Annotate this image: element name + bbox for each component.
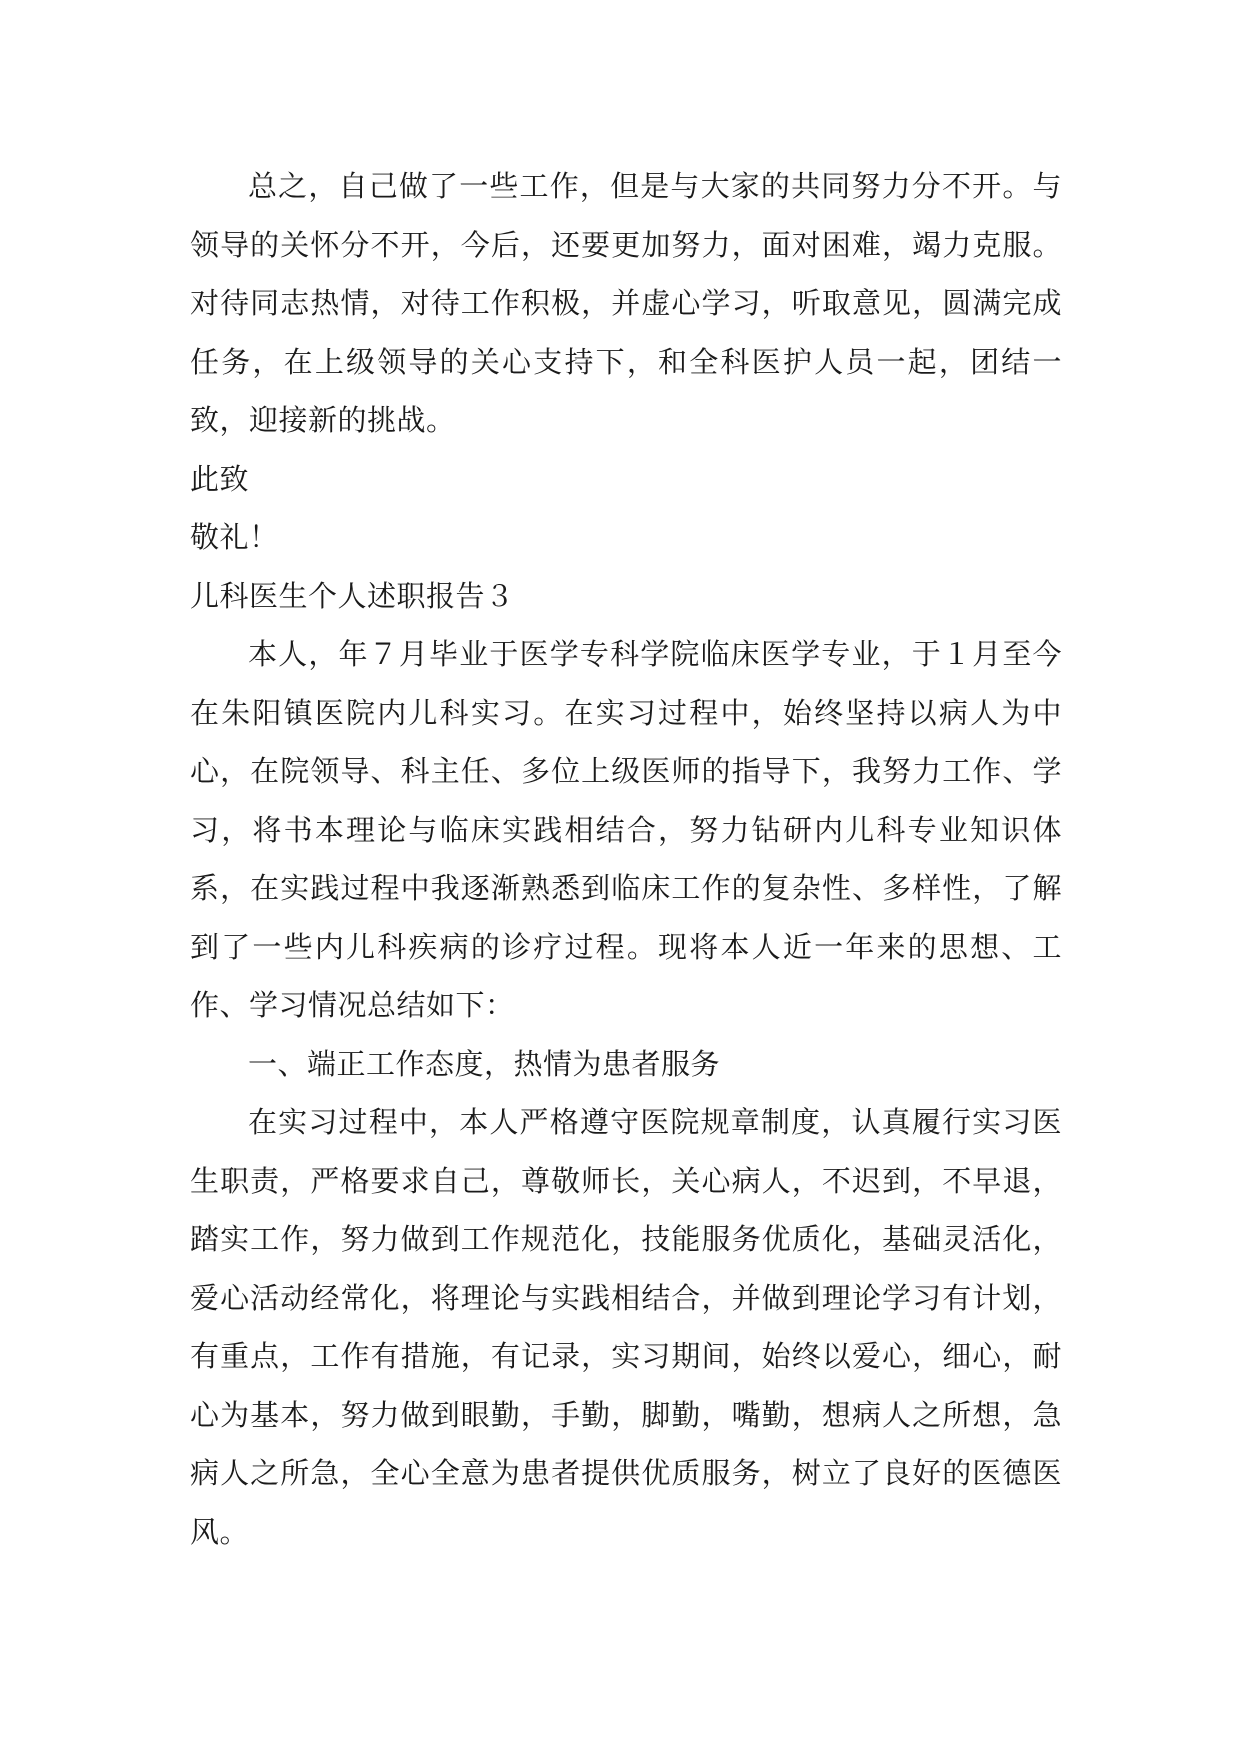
section-title: 儿科医生个人述职报告３ xyxy=(190,578,515,613)
paragraph-work-attitude: 在实习过程中，本人严格遵守医院规章制度，认真履行实习医生职责，严格要求自己，尊敬师长，关心病人，不迟到，不早退，踏实工作，努力做到工作规范化，技能服务优质化，基础灵活化，爱心活动经常化，将理论与实践相结合，并做到理论学习有计划，有重点，工作有措施，有记录，实习期间，始终以爱心，细心，耐心为基本，努力做到眼勤，手勤，脚勤，嘴勤，想病人之所想，急病人之所急，全心全意为患者提供优质服务，树立了良好的医德医风。 xyxy=(190,1105,1062,1549)
closing-salutation-line-2: 敬礼！ xyxy=(190,520,279,554)
subheading-work-attitude: 一、端正工作态度，热情为患者服务 xyxy=(248,1046,721,1081)
document-body xyxy=(190,157,1062,1561)
paragraph-introduction: 本人，年７月毕业于医学专科学院临床医学专业，于１月至今在朱阳镇医院内儿科实习。在实习过程中，始终坚持以病人为中心，在院领导、科主任、多位上级医师的指导下，我努力工作、学习，将书本理论与临床实践相结合，努力钻研内儿科专业知识体系，在实践过程中我逐渐熟悉到临床工作的复杂性、多样性，了解到了一些内儿科疾病的诊疗过程。现将本人近一年来的思想、工作、学习情况总结如下： xyxy=(190,637,1062,1022)
closing-salutation-line-1: 此致 xyxy=(190,461,250,496)
paragraph-summary: 总之，自己做了一些工作，但是与大家的共同努力分不开。与领导的关怀分不开，今后，还要更加努力，面对困难，竭力克服。对待同志热情，对待工作积极，并虚心学习，听取意见，圆满完成任务，在上级领导的关心支持下，和全科医护人员一起，团结一致，迎接新的挑战。 xyxy=(190,169,1062,437)
